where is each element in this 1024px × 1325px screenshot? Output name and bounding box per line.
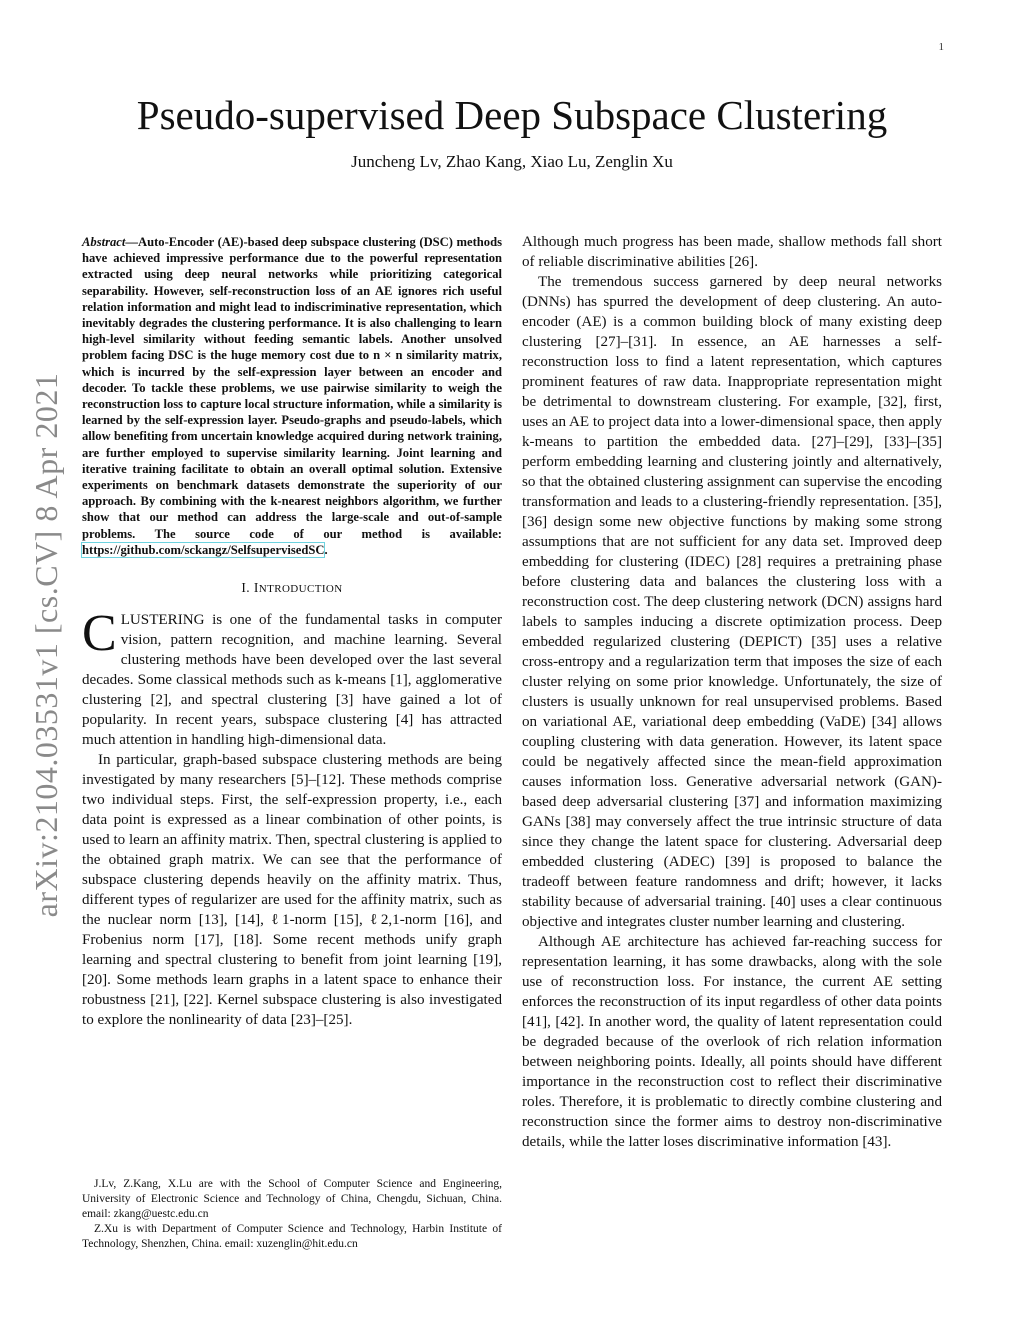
- drop-cap: C: [82, 605, 117, 663]
- footnotes: [82, 1177, 502, 1252]
- abstract-label: Abstract: [82, 235, 126, 249]
- left-column: [82, 234, 502, 1030]
- paper-title: Pseudo-supervised Deep Subspace Clustering: [136, 92, 888, 138]
- footnote-affiliation-1: J.Lv, Z.Kang, X.Lu are with the School of Computer Science and Engineering, University of Electronic Science and Technology of China, Chengdu, Sichuan, China. email: zkang@uestc.edu.cn: [82, 1178, 502, 1220]
- abstract-text: —Auto-Encoder (AE)-based deep subspace clustering (DSC) methods have achieved impressive performance due to the powerful representation extracted using deep neural networks while prioritizing categorical separability. However, self-reconstruction loss of an AE ignores rich useful relation information and might lead to indiscriminative representation, which inevitably degrades the clustering performance. It is also challenging to learn high-level similarity without feeding semantic labels. Another unsolved problem facing DSC is the huge memory cost due to n × n similarity matrix, which is incurred by the self-expression layer between an encoder and decoder. To tackle these problems, we use pairwise similarity to weigh the reconstruction loss to capture local structure information, while a similarity is learned by the self-expression layer. Pseudo-graphs and pseudo-labels, which allow benefiting from uncertain knowledge acquired during network training, are further employed to supervise similarity learning. Joint learning and iterative training facilitate to obtain an overall optimal solution. Extensive experiments on benchmark datasets demonstrate the superiority of our approach. By combining with the k-nearest neighbors algorithm, we further show that our method can address the large-scale and out-of-sample problems. The source code of our method is available:: [82, 235, 502, 541]
- section-title-rest: NTRODUCTION: [258, 583, 343, 596]
- footnote-affiliation-2: Z.Xu is with Department of Computer Science and Technology, Harbin Institute of Technology, Shenzhen, China. email: xuzenglin@hit.edu.cn: [82, 1223, 502, 1250]
- abstract: [82, 234, 502, 558]
- section-heading-introduction: [82, 580, 502, 596]
- section-title-first: I: [253, 580, 259, 596]
- right-paragraph-2: The tremendous success garnered by deep neural networks (DNNs) has spurred the development of deep clustering. An auto-encoder (AE) is a common building block of many existing deep clustering [27]–[31]. In essence, an AE harnesses a self-reconstruction loss to find a latent representation, which captures prominent features of raw data. Inappropriate representation might be detrimental to downstream clustering. For example, [32], first, uses an AE to project data into a lower-dimensional space, then apply k-means to partition the embedded data. [27]–[29], [33]–[35] perform embedding learning and clustering jointly and alternatively, so that the obtained clustering assignment can supervise the encoding transformation and leads to a clustering-friendly representation. [35], [36] design some new objective functions by making some strong assumptions that are not sufficient for any data set. Improved deep embedding for clustering (IDEC) [28] requires a pretraining phase before clustering data and balances the clustering loss with a reconstruction cost. The deep clustering network (DCN) assigns hard labels to samples inducing a discrete optimization process. Deep embedded regularized clustering (DEPICT) [35] uses a relative cross-entropy and a regularization term that imposes the size of each cluster relying on some prior knowledge. Unfortunately, the size of clusters is usually unknown for real unsupervised problems. Based on variational AE, variational deep embedding (VaDE) [34] allows coupling clustering with data generation. However, its latent space could be negatively affected since the mean-field approximation causes information loss. Generative adversarial network (GAN)-based deep adversarial clustering [37] and information maximizing GANs [38] may conversely affect the true intrinsic structure of data since they change the latent space for clustering. Adversarial deep embedded clustering (ADEC) [39] is proposed to balance the tradeoff between feature randomness and drift; however, it lacks stability because of adversarial training. [40] uses a clear continuous objective and integrates cluster number learning and clustering.: [522, 274, 942, 930]
- arxiv-stamp: arXiv:2104.03531v1 [cs.CV] 8 Apr 2021: [28, 372, 64, 918]
- section-numeral: I.: [241, 580, 254, 596]
- source-code-link[interactable]: https://github.com/sckangz/SelfsupervisedSC: [82, 542, 325, 557]
- intro-paragraph-1-text: LUSTERING is one of the fundamental tasks in computer vision, pattern recognition, and machine learning. Several clustering methods have been developed over the last several decades. Some classical methods such as k-means [1], agglomerative clustering [2], and spectral clustering [3] have gained a lot of popularity. In recent years, subspace clustering [4] has attracted much attention in handling high-dimensional data.: [82, 612, 502, 749]
- right-paragraph-1: Although much progress has been made, shallow methods fall short of reliable discriminative abilities [26].: [522, 234, 942, 270]
- right-paragraph-3: Although AE architecture has achieved far-reaching success for representation learning, it has some drawbacks, along with the sole use of reconstruction loss. For instance, the current AE setting enforces the reconstruction of its input regardless of other data points [41], [42]. In another word, the quality of latent representation could be degraded because of the overlook of rich relation information between neighboring points. Ideally, all points should have different importance in the reconstruction cost to reflect their discriminative roles. Therefore, it is problematic to directly combine clustering and reconstruction since the former aims to destroy non-discriminative details, while the latter loses discriminative information [43].: [522, 934, 942, 1150]
- intro-paragraph-2: In particular, graph-based subspace clustering methods are being investigated by many researchers [5]–[12]. These methods comprise two individual steps. First, the self-expression property, i.e., each data point is expressed as a linear combination of other points, is used to learn an affinity matrix. Then, spectral clustering is applied to the obtained graph matrix. We can see that the performance of subspace clustering depends heavily on the affinity matrix. Thus, different types of regularizer are used for the affinity matrix, such as the nuclear norm [13], [14], ℓ1-norm [15], ℓ2,1-norm [16], and Frobenius norm [17], [18]. Some recent methods unify graph learning and spectral clustering to benefit from joint learning [19], [20]. Some methods learn graphs in a latent space to enhance their robustness [21], [22]. Kernel subspace clustering is also investigated to explore the nonlinearity of data [23]–[25].: [82, 752, 502, 1029]
- page-number: 1: [938, 41, 944, 53]
- intro-paragraph-1: [82, 605, 502, 750]
- abstract-end: .: [324, 542, 328, 557]
- right-column: [522, 232, 942, 1152]
- author-list: Juncheng Lv, Zhao Kang, Xiao Lu, Zenglin Xu: [351, 152, 673, 171]
